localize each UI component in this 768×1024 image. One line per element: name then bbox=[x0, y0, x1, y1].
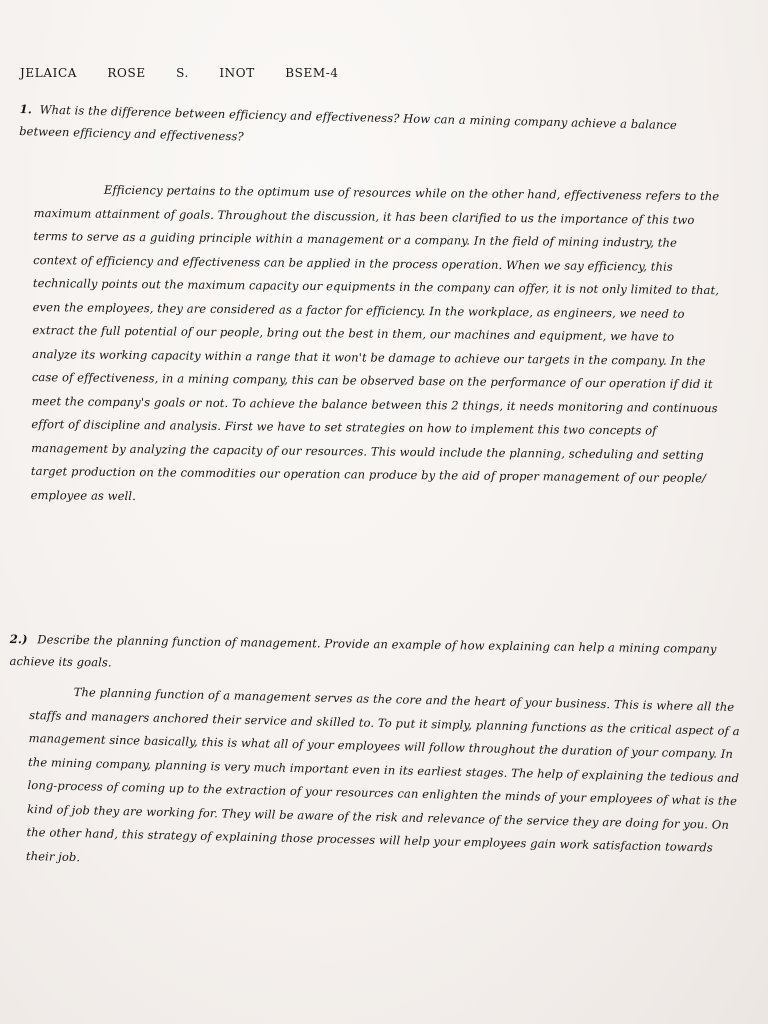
answer-2: The planning function of a management serves as the core and the heart of your business. This is where all the staffs and managers anchored their service and skilled to. To put it simply, planning functions as the critical aspect of a management since basically, this is what all of your employees will follow throughout the duration of your company. In the mining company, planning is very much important even in its earliest stages. The help of explaining the tedious and long-process of coming up to the extraction of your resources can enlighten the minds of your employees of what is the kind of job they are working for. They will be aware of the risk and relevance of the service they are doing for you. On the other hand, this strategy of explaining those processes will help your employees gain work satisfaction towards their job. bbox=[25, 684, 740, 864]
student-initial: S. bbox=[176, 66, 189, 80]
student-section: BSEM-4 bbox=[285, 66, 339, 80]
student-header bbox=[20, 66, 365, 80]
answer-1: Efficiency pertains to the optimum use of resources while on the other hand, effectiveness refers to the maximum attainment of goals. Throughout the discussion, it has been clarified to us the importance of this two terms to serve as a guiding principle within a management or a company. In the field of mining industry, the context of efficiency and effectiveness can be applied in the process operation. When we say efficiency, this technically points out the maximum capacity our equipments in the company can offer, it is not only limited to that, even the employees, they are considered as a factor for efficiency. In the workplace, as engineers, we need to extract the full potential of our people, bring out the best in them, our machines and equipment, we have to analyze its working capacity within a range that it won't be damage to achieve our targets in the company. In the case of effectiveness, in a mining company, this can be observed base on the performance of our operation if did it meet the company's goals or not. To achieve the balance between this 2 things, it needs monitoring and continuous effort of discipline and analysis. First we have to set strategies on how to implement this two concepts of management by analyzing the capacity of our resources. This would include the planning, scheduling and setting target production on the commodities our operation can produce by the aid of proper management of our people/ employee as well. bbox=[30, 182, 720, 503]
student-last-name: INOT bbox=[219, 66, 255, 80]
question-1 bbox=[19, 98, 720, 159]
question-2-number: 2.) bbox=[9, 631, 28, 647]
question-2-text: Describe the planning function of management. Provide an example of how explaining can help a mining company achieve its goals. bbox=[9, 632, 717, 670]
question-2 bbox=[9, 628, 730, 682]
question-1-number: 1. bbox=[19, 101, 33, 117]
question-1-text: What is the difference between efficiency and effectiveness? How can a mining company achieve a balance between efficiency and effectiveness? bbox=[19, 102, 678, 144]
student-first-name: JELAICA bbox=[20, 66, 77, 80]
student-middle-name: ROSE bbox=[107, 66, 146, 80]
